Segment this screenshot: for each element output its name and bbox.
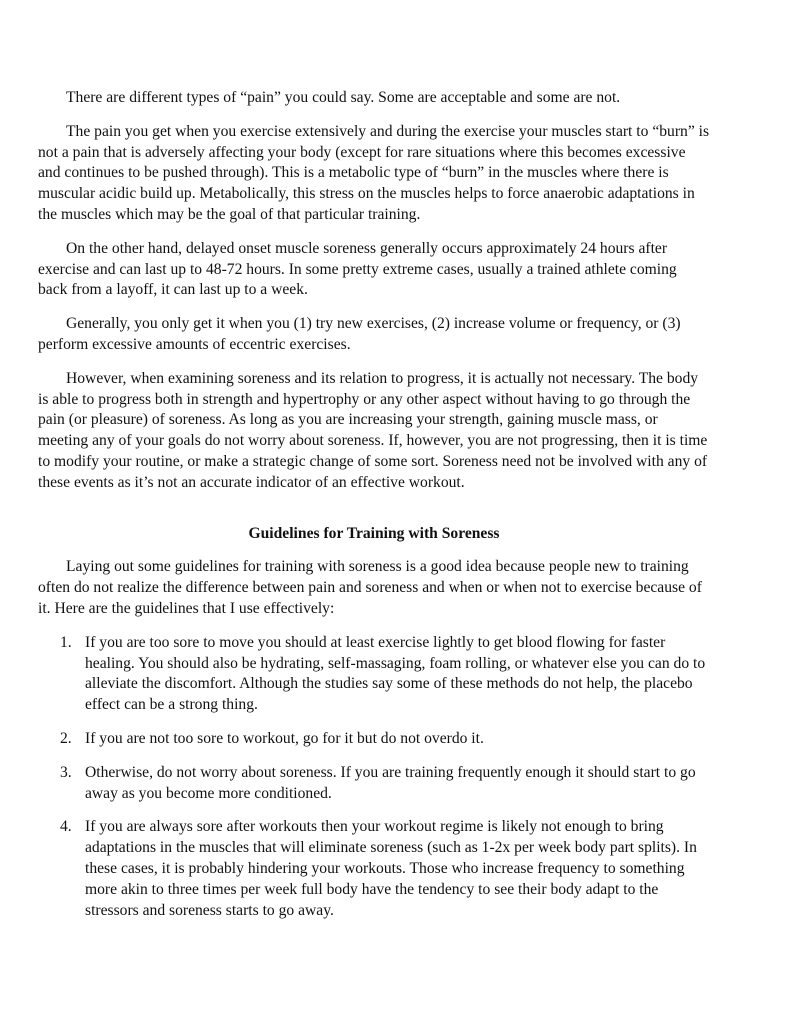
list-item-text: If you are not too sore to workout, go for it but do not overdo it. (85, 729, 484, 747)
list-item (38, 633, 710, 716)
list-item-number: 1. (60, 633, 72, 651)
list-item-text: Otherwise, do not worry about soreness. If you are training frequently enough it should start to go away as you become more conditioned. (85, 763, 696, 802)
list-item (38, 763, 710, 805)
section-heading: Guidelines for Training with Soreness (248, 524, 500, 542)
paragraph: The pain you get when you exercise extensively and during the exercise your muscles start to “burn” is not a pain that is adversely affecting your body (except for rare situations where this becomes excessive and continues to be pushed through). This is a metabolic type of “burn” in the muscles where there is muscular acidic build up. Metabolically, this stress on the muscles helps to force anaerobic adaptations in the muscles which may be the goal of that particular training. (38, 122, 710, 223)
paragraph: Generally, you only get it when you (1) try new exercises, (2) increase volume or frequency, or (3) perform excessive amounts of eccentric exercises. (38, 315, 681, 353)
paragraph: There are different types of “pain” you could say. Some are acceptable and some are not. (66, 89, 621, 106)
list-item-number: 3. (60, 763, 72, 781)
paragraph: However, when examining soreness and its relation to progress, it is actually not necessary. The body is able to progress both in strength and hypertrophy or any other aspect without having to go through the pain (or pleasure) of soreness. As long as you are increasing your strength, gaining muscle mass, or meeting any of your goals do not worry about soreness. If, however, you are not progressing, then it is time to modify your routine, or make a strategic change of some sort. Soreness need not be involved with any of these events as it’s not an accurate indicator of an effective workout. (38, 369, 708, 491)
list-item-number: 2. (60, 729, 72, 747)
section-intro: Laying out some guidelines for training with soreness is a good idea because people new to training often do not realize the difference between pain and soreness and when or when not to exercise because of it. Here are the guidelines that I use effectively: (38, 558, 702, 617)
list-item (38, 729, 710, 750)
list-item (38, 817, 710, 921)
guidelines-list (38, 633, 710, 922)
list-item-text: If you are always sore after workouts then your workout regime is likely not enough to bring adaptations in the muscles that will eliminate soreness (such as 1-2x per week body part splits). In these cases, it is probably hindering your workouts. Those who increase frequency to something more akin to three times per week full body have the tendency to see their body adapt to the stressors and soreness starts to go away. (85, 818, 697, 919)
list-item-text: If you are too sore to move you should at least exercise lightly to get blood flowing for faster healing. You should also be hydrating, self-massaging, foam rolling, or whatever else you can do to alleviate the discomfort. Although the studies say some of these methods do not help, the placebo effect can be a strong thing. (85, 633, 706, 714)
list-item-number: 4. (60, 818, 72, 836)
document-page (38, 88, 710, 934)
paragraph: On the other hand, delayed onset muscle soreness generally occurs approximately 24 hours after exercise and can last up to 48-72 hours. In some pretty extreme cases, usually a trained athlete coming back from a layoff, it can last up to a week. (38, 239, 677, 299)
